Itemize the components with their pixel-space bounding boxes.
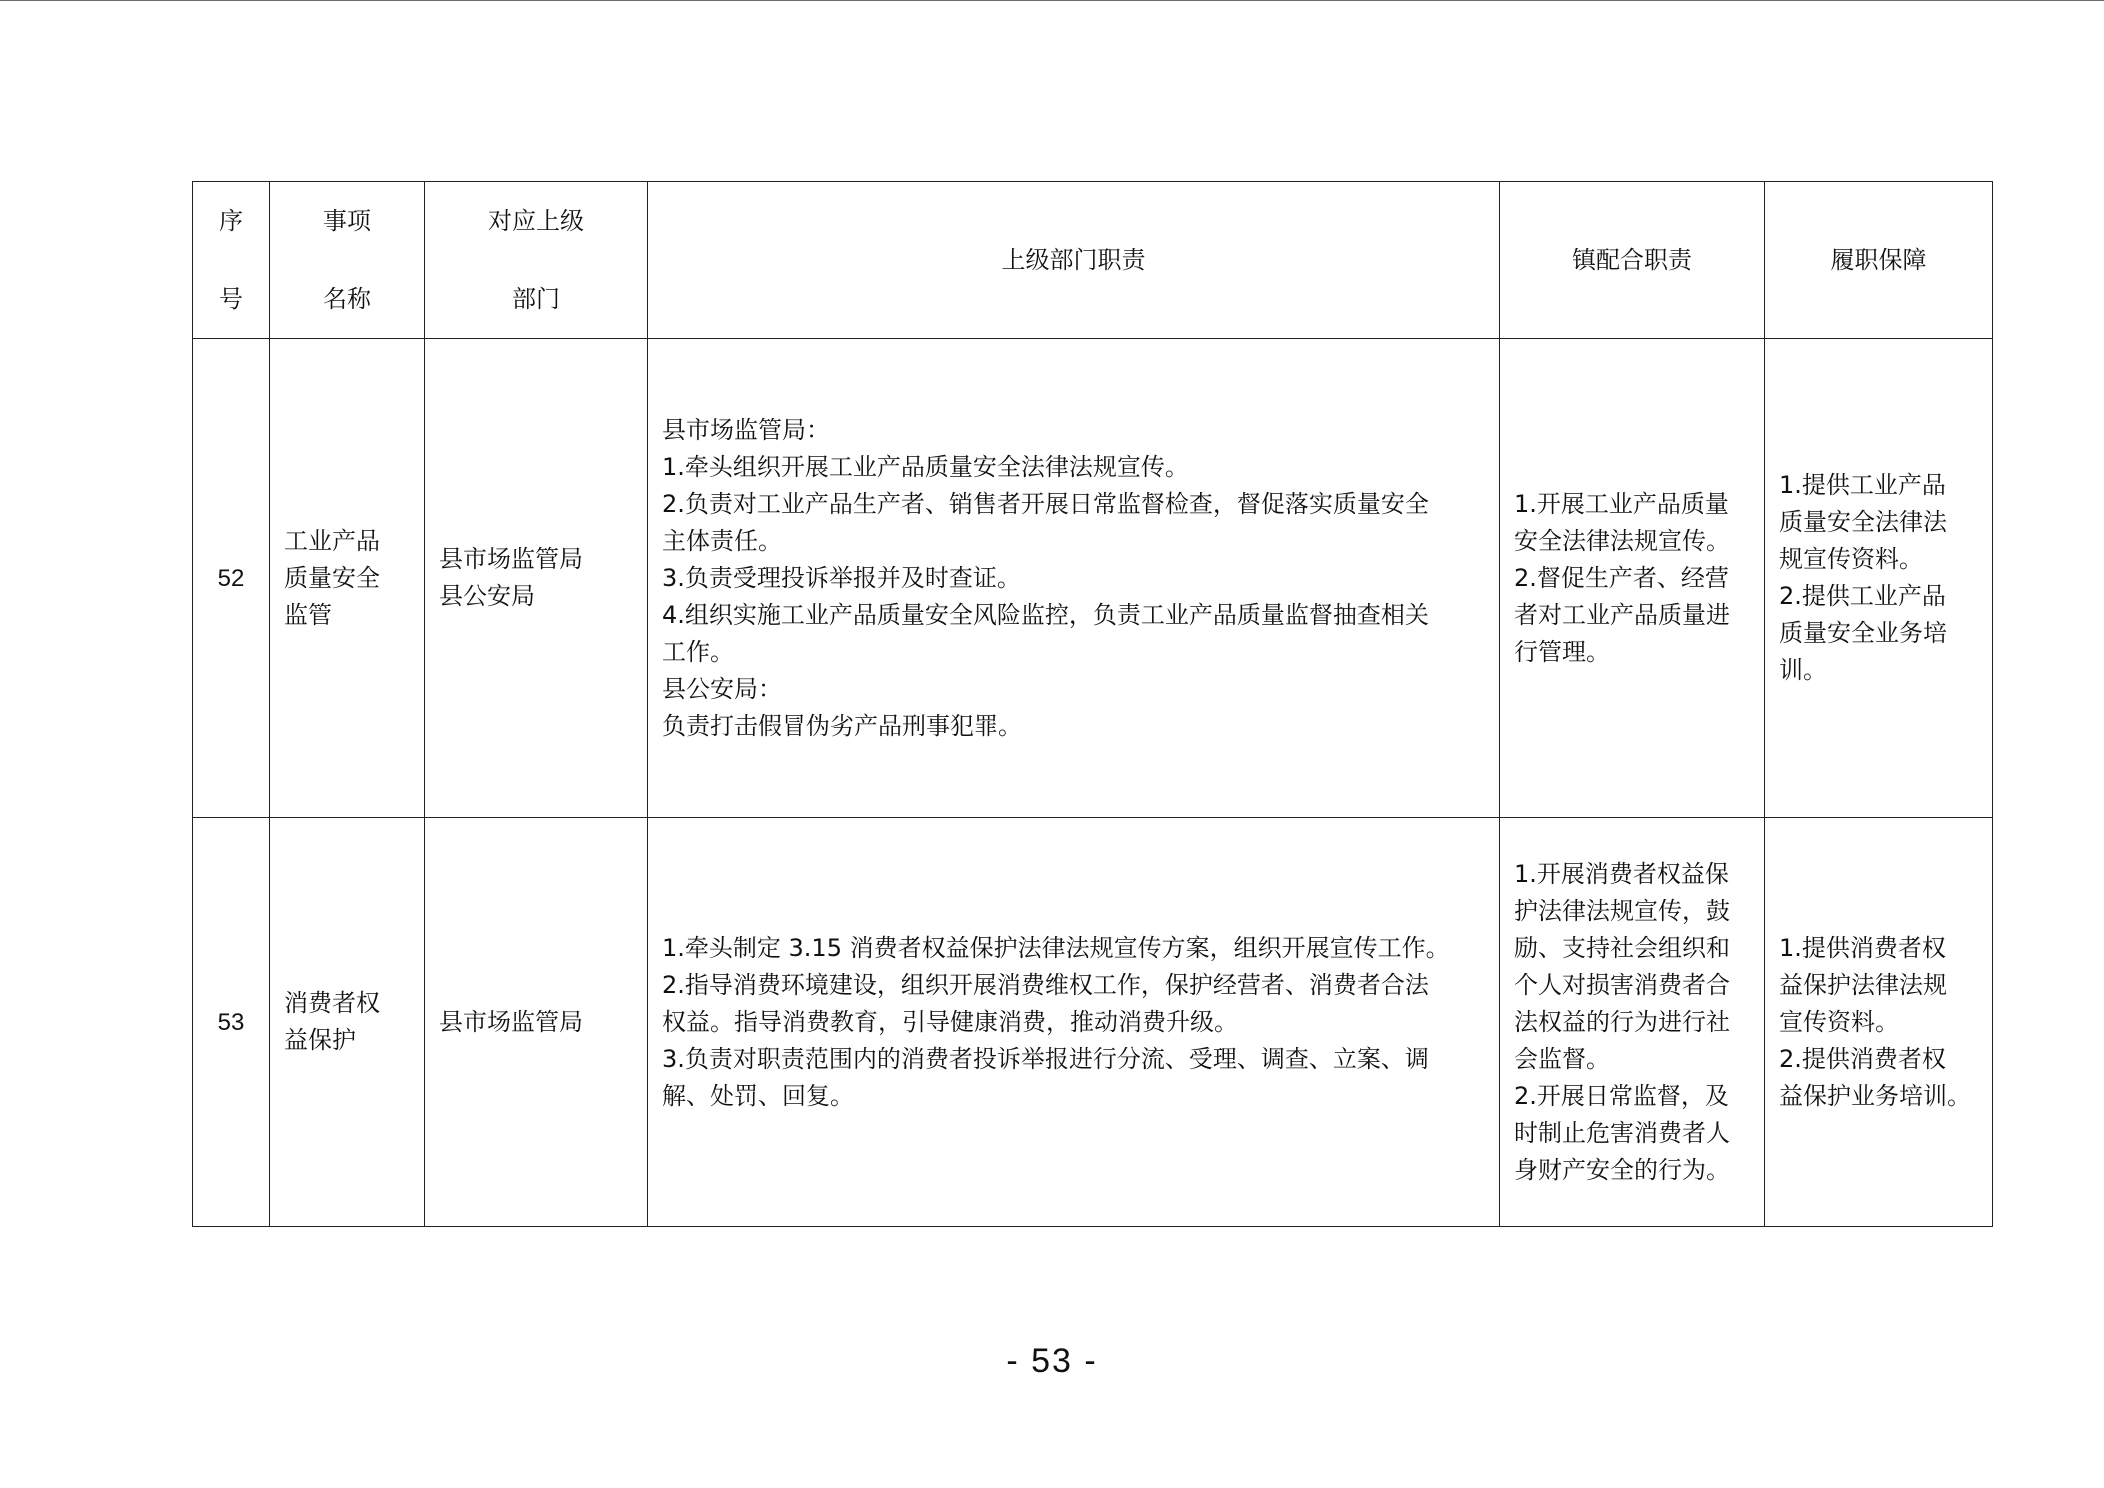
text-line: 会监督。 <box>1514 1044 1610 1073</box>
town-duty-cell <box>1500 339 1765 818</box>
text-line: 规宣传资料。 <box>1779 545 1923 573</box>
header-dept-line1: 对应上级 <box>488 207 584 235</box>
text-line: 监管 <box>284 600 332 629</box>
text-line: 县公安局 <box>439 582 535 610</box>
guarantee-cell <box>1765 339 1993 818</box>
upper-dept-cell <box>425 818 648 1227</box>
header-guarantee: 履职保障 <box>1765 182 1993 339</box>
header-seq-line2: 号 <box>219 285 243 313</box>
text-line: 质量安全法律法 <box>1779 508 1947 536</box>
text-line: 消费者权 <box>284 989 380 1017</box>
page-number: - 53 - <box>1006 1342 1098 1380</box>
text-line: 权益。指导消费教育，引导健康消费，推动消费升级。 <box>662 1007 1238 1036</box>
text-line: 1.提供工业产品 <box>1779 471 1946 499</box>
text-line: 个人对损害消费者合 <box>1514 970 1730 999</box>
text-line: 法权益的行为进行社 <box>1514 1007 1730 1036</box>
text-line: 2.负责对工业产品生产者、销售者开展日常监督检查，督促落实质量安全 <box>662 489 1429 518</box>
town-duty-cell <box>1500 818 1765 1227</box>
duty-table <box>192 181 1993 1227</box>
text-line: 益保护业务培训。 <box>1779 1081 1971 1110</box>
text-line: 工业产品 <box>284 526 380 555</box>
row-number: 53 <box>193 818 270 1227</box>
header-dept-line2: 部门 <box>512 285 560 313</box>
text-line: 县市场监管局 <box>439 1007 583 1036</box>
guarantee-cell <box>1765 818 1993 1227</box>
text-line: 安全法律法规宣传。 <box>1514 526 1730 555</box>
text-line: 解、处罚、回复。 <box>662 1081 854 1110</box>
text-line: 2.督促生产者、经营 <box>1514 563 1729 592</box>
text-line: 3.负责受理投诉举报并及时查证。 <box>662 563 1021 592</box>
row-number: 52 <box>193 339 270 818</box>
page-top-border <box>0 0 2104 1</box>
upper-duty-cell <box>648 818 1500 1227</box>
text-line: 2.开展日常监督，及 <box>1514 1081 1729 1110</box>
upper-duty-cell <box>648 339 1500 818</box>
text-line: 时制止危害消费者人 <box>1514 1118 1730 1147</box>
header-item-name <box>270 182 425 339</box>
table-row <box>193 339 1993 818</box>
header-seq <box>193 182 270 339</box>
text-line: 益保护法律法规 <box>1779 970 1947 999</box>
text-line: 县市场监管局： <box>662 415 830 444</box>
header-upper-duty: 上级部门职责 <box>648 182 1500 339</box>
text-line: 护法律法规宣传，鼓 <box>1514 896 1730 925</box>
text-line: 宣传资料。 <box>1779 1007 1899 1036</box>
text-line: 3.负责对职责范围内的消费者投诉举报进行分流、受理、调查、立案、调 <box>662 1044 1429 1073</box>
header-seq-line1: 序 <box>219 207 243 235</box>
item-name-cell <box>270 339 425 818</box>
text-line: 工作。 <box>662 637 734 666</box>
header-town-duty: 镇配合职责 <box>1500 182 1765 339</box>
text-line: 2.提供工业产品 <box>1779 582 1946 610</box>
text-line: 1.牵头制定 3.15 消费者权益保护法律法规宣传方案，组织开展宣传工作。 <box>662 933 1450 962</box>
text-line: 1.提供消费者权 <box>1779 933 1946 962</box>
text-line: 1.开展工业产品质量 <box>1514 489 1729 518</box>
text-line: 身财产安全的行为。 <box>1514 1155 1730 1184</box>
text-line: 主体责任。 <box>662 526 782 555</box>
upper-dept-cell <box>425 339 648 818</box>
text-line: 质量安全业务培 <box>1779 619 1947 647</box>
text-line: 1.牵头组织开展工业产品质量安全法律法规宣传。 <box>662 452 1189 481</box>
text-line: 励、支持社会组织和 <box>1514 933 1730 962</box>
table-header-row <box>193 182 1993 339</box>
text-line: 训。 <box>1779 656 1827 684</box>
text-line: 益保护 <box>284 1026 356 1054</box>
text-line: 者对工业产品质量进 <box>1514 600 1730 629</box>
text-line: 行管理。 <box>1514 637 1610 666</box>
table-row <box>193 818 1993 1227</box>
text-line: 2.指导消费环境建设，组织开展消费维权工作，保护经营者、消费者合法 <box>662 970 1429 999</box>
text-line: 2.提供消费者权 <box>1779 1044 1946 1073</box>
header-upper-dept <box>425 182 648 339</box>
text-line: 4.组织实施工业产品质量安全风险监控，负责工业产品质量监督抽查相关 <box>662 600 1429 629</box>
header-item-line2: 名称 <box>323 285 371 313</box>
text-line: 负责打击假冒伪劣产品刑事犯罪。 <box>662 711 1022 740</box>
text-line: 县市场监管局 <box>439 545 583 573</box>
text-line: 县公安局： <box>662 674 782 703</box>
text-line: 质量安全 <box>284 563 380 592</box>
text-line: 1.开展消费者权益保 <box>1514 859 1729 888</box>
item-name-cell <box>270 818 425 1227</box>
header-item-line1: 事项 <box>323 207 371 235</box>
